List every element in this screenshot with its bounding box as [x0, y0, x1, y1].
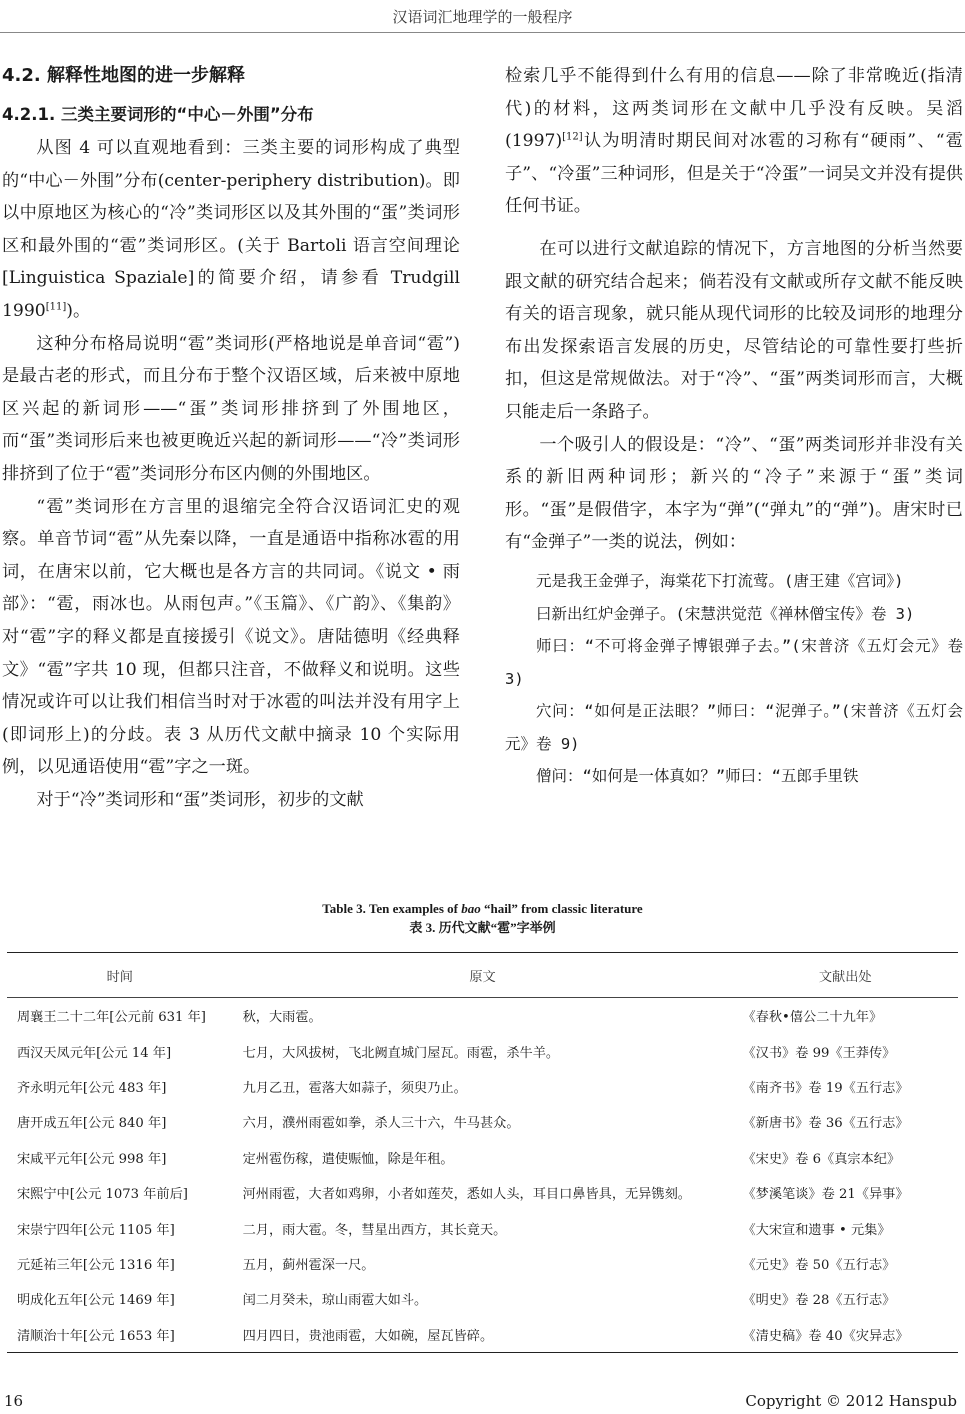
cell-source: 《新唐书》卷 36《五行志》: [742, 1116, 909, 1132]
cell-time: 元延祐三年[公元 1316 年]: [17, 1257, 175, 1273]
cell-time: 宋崇宁四年[公元 1105 年]: [17, 1222, 175, 1238]
page-number: 16: [4, 1392, 24, 1410]
table-row: [7, 1210, 958, 1245]
quotation: 元是我王金弹子，海棠花下打流莺。(唐王建《宫词》): [536, 571, 904, 590]
right-column: [505, 60, 963, 793]
cell-source: 《明史》卷 28《五行志》: [742, 1293, 896, 1309]
table-row: [7, 1104, 958, 1139]
paragraph-text: 从图 4 可以直观地看到：三类主要的词形构成了典型的“中心－外围”分布(center-periphery distribution)。即以中原地区为核心的“冷”类词形区以及其外围的“蛋”类词形区和最外围的“雹”类词形区。(关于 Bartoli 语言空间理论[Linguistica Spaziale]的简要介绍，请参看 Trudgill 1990: [2, 138, 460, 321]
cell-source: 《南齐书》卷 19《五行志》: [742, 1080, 909, 1096]
cell-text: 秋，大雨雹。: [242, 1010, 322, 1026]
cell-text: 五月，蓟州雹深一尺。: [242, 1257, 375, 1273]
table-row: [7, 1281, 958, 1316]
cell-source: 《春秋•僖公二十九年》: [742, 1010, 883, 1026]
cell-text: 定州雹伤稼，遣使赈恤，除是年租。: [242, 1151, 454, 1167]
cell-text: 六月，濮州雨雹如拳，杀人三十六，牛马甚众。: [242, 1116, 520, 1132]
cell-text: 闰二月癸未，琼山雨雹大如斗。: [242, 1293, 428, 1309]
table-row: [7, 1069, 958, 1104]
column-header-time: 时间: [7, 953, 233, 998]
paragraph: [505, 60, 963, 223]
cell-text: 二月，雨大雹。冬，彗星出西方，其长竟天。: [242, 1222, 507, 1238]
column-header-source: 文献出处: [733, 953, 959, 998]
cell-source: 《大宋宣和遗事 • 元集》: [742, 1222, 891, 1238]
left-column: [2, 60, 460, 816]
paragraph: 这种分布格局说明“雹”类词形(严格地说是单音词“雹”)是最古老的形式，而且分布于整个汉语区域，后来被中原地区兴起的新词形——“蛋”类词形排挤到了外围地区，而“蛋”类词形后来也被更晚近兴起的新词形——“冷”类词形排挤到了位于“雹”类词形分布区内侧的外围地区。: [2, 333, 460, 484]
quotation: 僧问：“如何是一体真如？”师曰：“五郎手里铁: [536, 767, 859, 786]
cell-source: 《宋史》卷 6《真宗本纪》: [742, 1151, 901, 1167]
table-row: [7, 1246, 958, 1281]
table-row: [7, 1317, 958, 1353]
cell-source: 《元史》卷 50《五行志》: [742, 1257, 896, 1273]
quotation: 穴问：“如何是正法眼？”师曰：“泥弹子。”(宋普济《五灯会元》卷 9): [505, 702, 963, 753]
cell-time: 西汉天凤元年[公元 14 年]: [17, 1045, 172, 1061]
cell-time: 周襄王二十二年[公元前 631 年]: [17, 1010, 206, 1026]
table-row: [7, 1140, 958, 1175]
cell-time: 齐永明元年[公元 483 年]: [17, 1080, 167, 1096]
table-caption-chinese: 表 3. 历代文献“雹”字举例: [409, 920, 556, 935]
cell-time: 明成化五年[公元 1469 年]: [17, 1293, 175, 1309]
cell-source: 《汉书》卷 99《王莽传》: [742, 1045, 896, 1061]
copyright-notice: Copyright © 2012 Hanspub: [745, 1392, 957, 1410]
caption-text: “hail” from classic literature: [480, 901, 643, 916]
cell-time: 清顺治十年[公元 1653 年]: [7, 1317, 233, 1353]
header-rule: [0, 32, 965, 33]
cell-text: 九月乙丑，雹落大如蒜子，须臾乃止。: [242, 1080, 467, 1096]
paragraph: 一个吸引人的假设是：“冷”、“蛋”两类词形并非没有关系的新旧两种词形；新兴的“冷子”来源于“蛋”类词形。“蛋”是假借字，本字为“弹”(“弹丸”的“弹”)。唐宋时已有“金弹子”一类的说法，例如：: [505, 434, 963, 553]
caption-text: Table 3. Ten examples of: [322, 901, 462, 916]
quotation: 师曰：“不可将金弹子博银弹子去。”(宋普济《五灯会元》卷 3): [505, 637, 963, 688]
paragraph: [2, 132, 460, 328]
caption-italic: bao: [461, 901, 481, 916]
citation-ref[interactable]: [12]: [562, 131, 583, 143]
paragraph: “雹”类词形在方言里的退缩完全符合汉语词汇史的观察。单音节词“雹”从先秦以降，一直是通语中指称冰雹的用词，在唐宋以前，它大概也是各方言的共同词。《说文 • 雨部》：“雹，雨冰也。从雨包声。”《玉篇》、《广韵》、《集韵》对“雹”字的释义都是直接援引《说文》。唐陆德明《经典释文》“雹”字共 10 现，但都只注音，不做释义和说明。这些情况或许可以让我们相信当时对于冰雹的叫法并没有用字上(即词形上)的分歧。表 3 从历代文献中摘录 10 个实际用例，以见通语使用“雹”字之一斑。: [2, 496, 460, 778]
cell-time: 宋熙宁中[公元 1073 年前后]: [17, 1187, 188, 1203]
table-row: [7, 998, 958, 1034]
cell-text: 河州雨雹，大者如鸡卵，小者如莲芡，悉如人头，耳目口鼻皆具，无异镌刻。: [242, 1187, 691, 1203]
paragraph-text: )。: [66, 300, 91, 321]
running-header: 汉语词汇地理学的一般程序: [392, 8, 573, 26]
cell-source: 《清史稿》卷 40《灾异志》: [733, 1317, 959, 1353]
cell-text: 七月，大风拔树，飞北阙直城门屋瓦。雨雹，杀牛羊。: [242, 1045, 560, 1061]
table-caption-english: [0, 899, 965, 918]
table-caption: [0, 899, 965, 937]
cell-text: 四月四日，贵池雨雹，大如碗，屋瓦皆碎。: [233, 1317, 733, 1353]
table-container: [7, 952, 958, 1353]
paragraph: 对于“冷”类词形和“蛋”类词形，初步的文献: [36, 789, 364, 810]
paragraph-text: 认为明清时期民间对冰雹的习称有“硬雨”、“雹子”、“冷蛋”三种词形，但是关于“冷蛋”一词吴文并没有提供任何书证。: [505, 131, 963, 217]
table-row: [7, 1175, 958, 1210]
cell-time: 宋咸平元年[公元 998 年]: [17, 1151, 167, 1167]
citation-ref[interactable]: [11]: [45, 301, 67, 313]
paragraph: 在可以进行文献追踪的情况下，方言地图的分析当然要跟文献的研究结合起来；倘若没有文献或所存文献不能反映有关的语言现象，就只能从现代词形的比较及词形的地理分布出发探索语言发展的历史，尽管结论的可靠性要打些折扣，但这是常规做法。对于“冷”、“蛋”两类词形而言，大概只能走后一条路子。: [505, 238, 963, 422]
cell-time: 唐开成五年[公元 840 年]: [17, 1116, 167, 1132]
quotation: 曰新出红炉金弹子。(宋慧洪觉范《禅林僧宝传》卷 3): [536, 604, 915, 623]
section-heading: 4.2. 解释性地图的进一步解释: [2, 65, 245, 86]
data-table: [7, 952, 958, 1353]
table-header-row: [7, 953, 958, 998]
subsection-heading: 4.2.1. 三类主要词形的“中心－外围”分布: [2, 105, 314, 124]
column-header-text: 原文: [233, 953, 733, 998]
paragraph-text: 检索几乎不能得到什么有用的信息——除了非常晚近(指清代)的材料，这两类词形在文献中几乎没有反映。吴滔(1997): [505, 66, 963, 152]
cell-source: 《梦溪笔谈》卷 21《异事》: [742, 1187, 909, 1203]
table-row: [7, 1033, 958, 1068]
